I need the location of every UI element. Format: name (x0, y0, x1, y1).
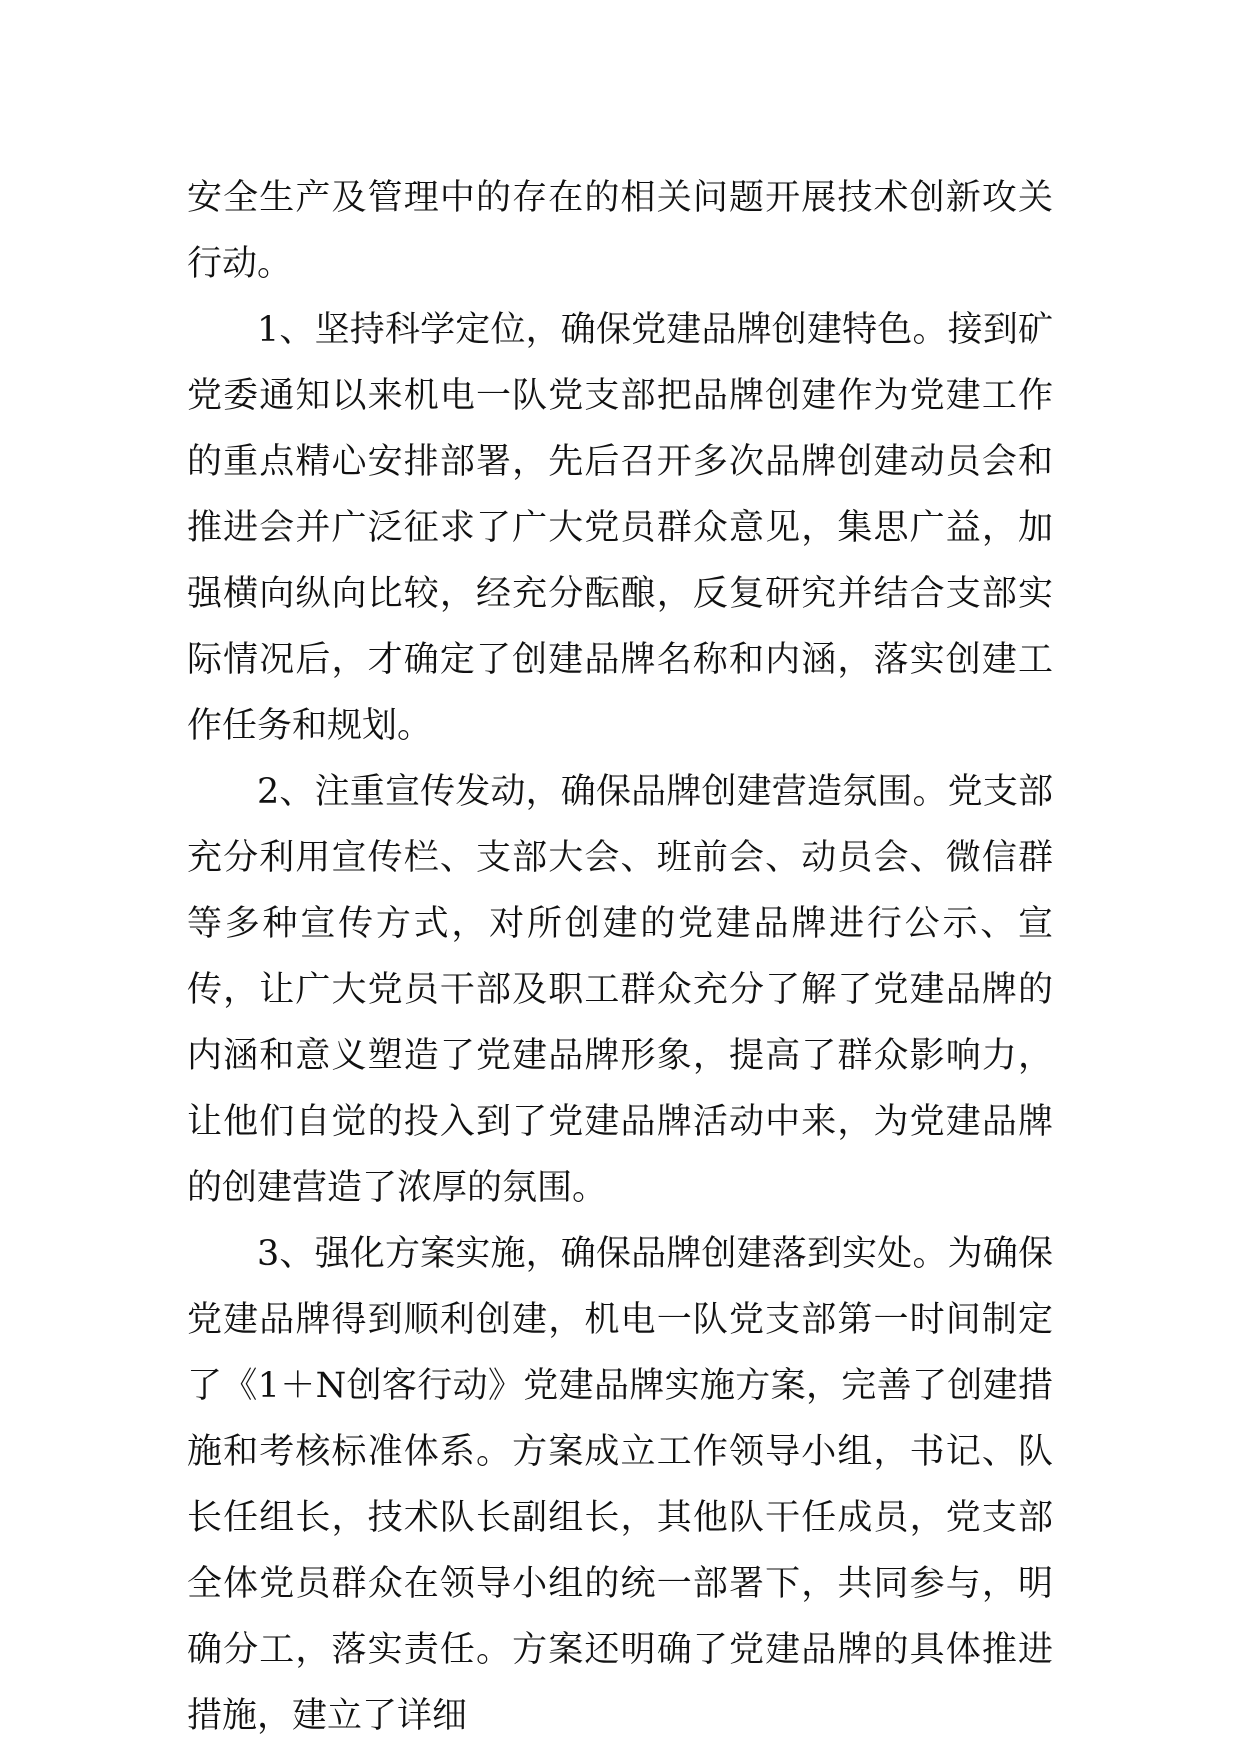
paragraph-item-1: 1、坚持科学定位，确保党建品牌创建特色。接到矿党委通知以来机电一队党支部把品牌创建作为党建工作的重点精心安排部署，先后召开多次品牌创建动员会和推进会并广泛征求了广大党员群众意见，集思广益，加强横向纵向比较，经充分酝酿，反复研究并结合支部实际情况后，才确定了创建品牌名称和内涵，落实创建工作任务和规划。 (187, 310, 1053, 746)
paragraph-item-2: 2、注重宣传发动，确保品牌创建营造氛围。党支部充分利用宣传栏、支部大会、班前会、动员会、微信群等多种宣传方式，对所创建的党建品牌进行公示、宣传，让广大党员干部及职工群众充分了解了党建品牌的内涵和意义塑造了党建品牌形象，提高了群众影响力，让他们自觉的投入到了党建品牌活动中来，为党建品牌的创建营造了浓厚的氛围。 (187, 772, 1053, 1208)
paragraph-continuation: 安全生产及管理中的存在的相关问题开展技术创新攻关行动。 (187, 178, 1053, 284)
paragraph-item-3: 3、强化方案实施，确保品牌创建落到实处。为确保党建品牌得到顺利创建，机电一队党支部第一时间制定了《1＋N创客行动》党建品牌实施方案，完善了创建措施和考核标准体系。方案成立工作领导小组，书记、队长任组长，技术队长副组长，其他队干任成员，党支部全体党员群众在领导小组的统一部署下，共同参与，明确分工，落实责任。方案还明确了党建品牌的具体推进措施，建立了详细 (187, 1234, 1053, 1736)
body-text (187, 165, 1053, 1749)
